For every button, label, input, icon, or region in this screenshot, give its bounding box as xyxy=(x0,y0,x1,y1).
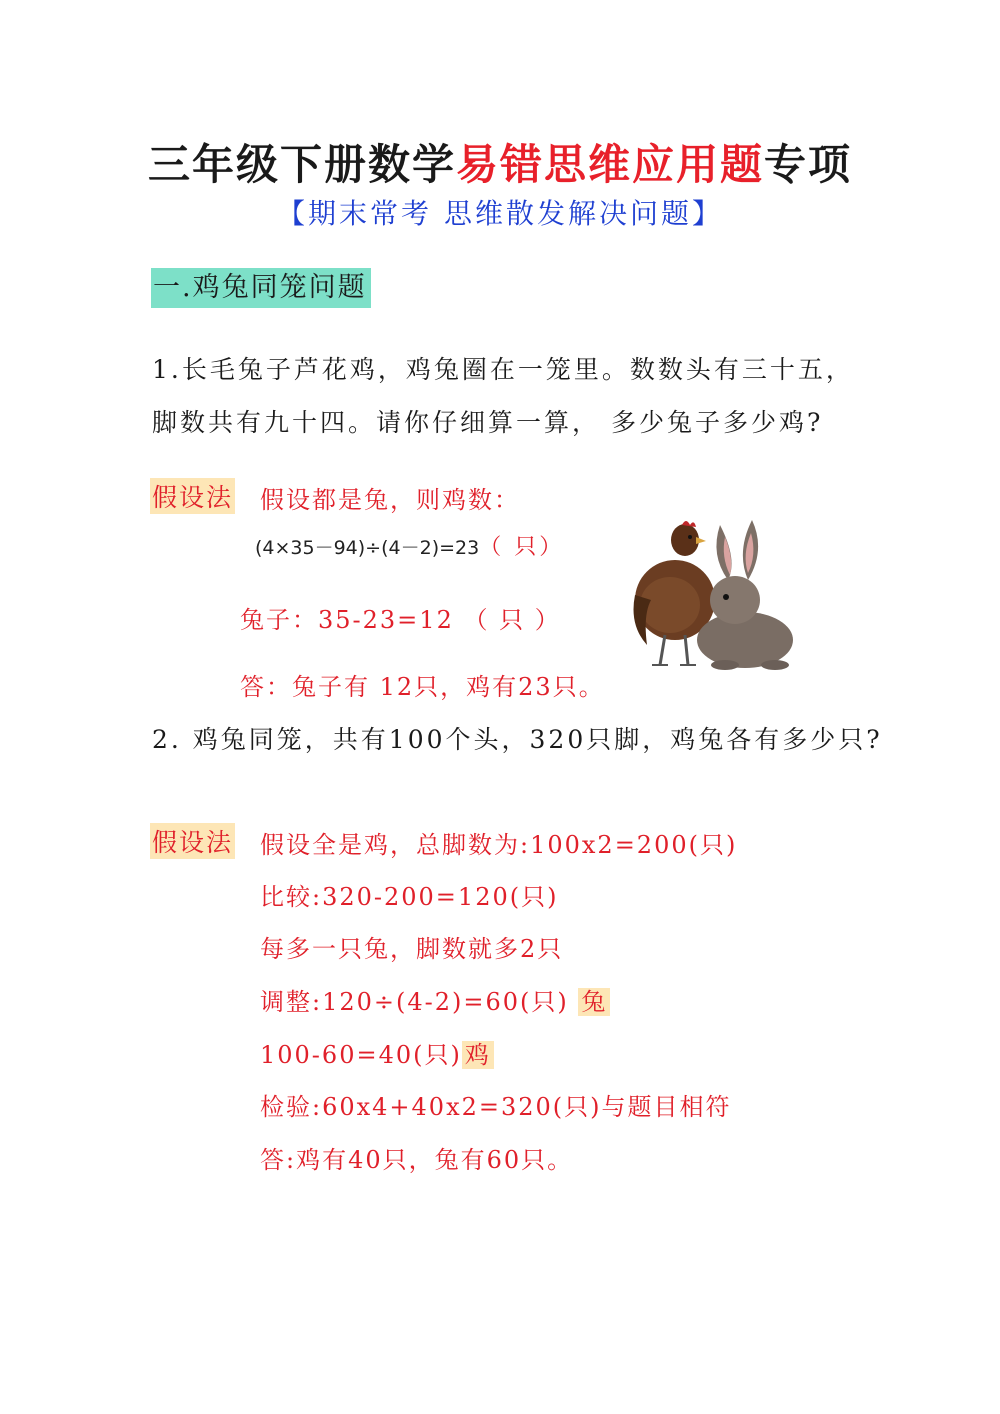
problem1-line1: 1.长毛兔子芦花鸡，鸡兔圈在一笼里。数数头有三十五， xyxy=(152,355,854,384)
problem2-step6: 检验:60x4+40x2=320(只)与题目相符 xyxy=(260,1093,732,1121)
problem2-step5 xyxy=(260,1035,494,1070)
problem2-step4 xyxy=(260,982,610,1017)
problem2-answer: 答:鸡有40只，兔有60只。 xyxy=(260,1146,574,1174)
problem2-step1: 假设全是鸡，总脚数为:100x2=200(只) xyxy=(260,831,738,859)
problem1-step2: 兔子：35-23=12 （ 只 ） xyxy=(240,606,561,634)
page-subtitle: 【期末常考 思维散发解决问题】 xyxy=(277,197,723,230)
page-title xyxy=(0,132,1000,192)
problem2-step4-text: 调整:120÷(4-2)=60(只) xyxy=(260,988,569,1016)
title-part3: 专项 xyxy=(764,140,853,189)
problem2-step2: 比较:320-200=120(只) xyxy=(260,883,559,911)
problem1-answer: 答：兔子有 12只，鸡有23只。 xyxy=(240,673,605,701)
rabbit-illustration xyxy=(697,520,793,670)
section-heading: 一.鸡兔同笼问题 xyxy=(151,268,371,308)
problem1-formula xyxy=(255,530,564,561)
hen-and-rabbit-image xyxy=(630,515,800,675)
formula-expression: (4×35－94)÷(4－2)=23 xyxy=(255,537,480,559)
title-part1: 三年级下册数学 xyxy=(147,140,456,189)
rabbit-label-tag: 兔 xyxy=(578,988,610,1016)
title-highlight: 易错思维应用题 xyxy=(455,140,764,189)
problem1-line2: 脚数共有九十四。请你仔细算一算， 多少兔子多少鸡? xyxy=(152,408,824,437)
problem1-step1: 假设都是兔，则鸡数： xyxy=(260,486,520,514)
problem2-method-tag: 假设法 xyxy=(150,823,235,859)
chicken-label-tag: 鸡 xyxy=(462,1041,494,1069)
problem1-method-tag: 假设法 xyxy=(150,478,235,514)
problem2-question: 2. 鸡兔同笼，共有100个头，320只脚，鸡兔各有多少只? xyxy=(152,725,883,754)
problem2-step5-text: 100-60=40(只) xyxy=(260,1041,462,1069)
formula-unit: （ 只） xyxy=(479,535,565,560)
problem2-step3: 每多一只兔，脚数就多2只 xyxy=(260,935,564,963)
